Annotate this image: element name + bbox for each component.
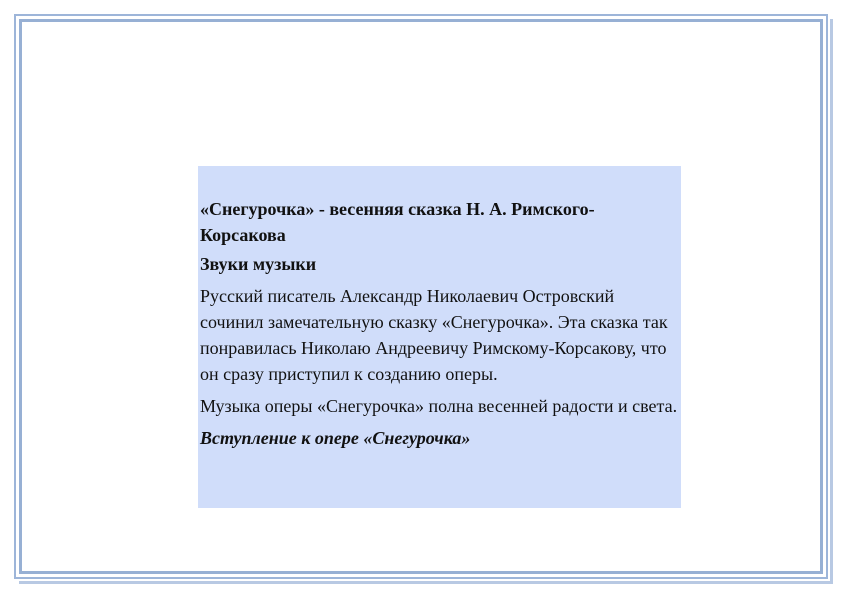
closing-line: Вступление к опере «Снегурочка» — [200, 428, 471, 448]
paragraph-2: Музыка оперы «Снегурочка» полна весенней радости и света. — [200, 396, 678, 416]
slide-subtitle: Звуки музыки — [200, 254, 317, 274]
text-block — [198, 166, 681, 508]
slide-title: «Снегурочка» - весенняя сказка Н. А. Римского-Корсакова — [200, 199, 595, 245]
paragraph-1: Русский писатель Александр Николаевич Островский сочинил замечательную сказку «Снегурочка». Эта сказка так понравилась Николаю Андреевичу Римскому-Корсакову, что он сразу приступил к созданию оперы. — [200, 286, 668, 384]
